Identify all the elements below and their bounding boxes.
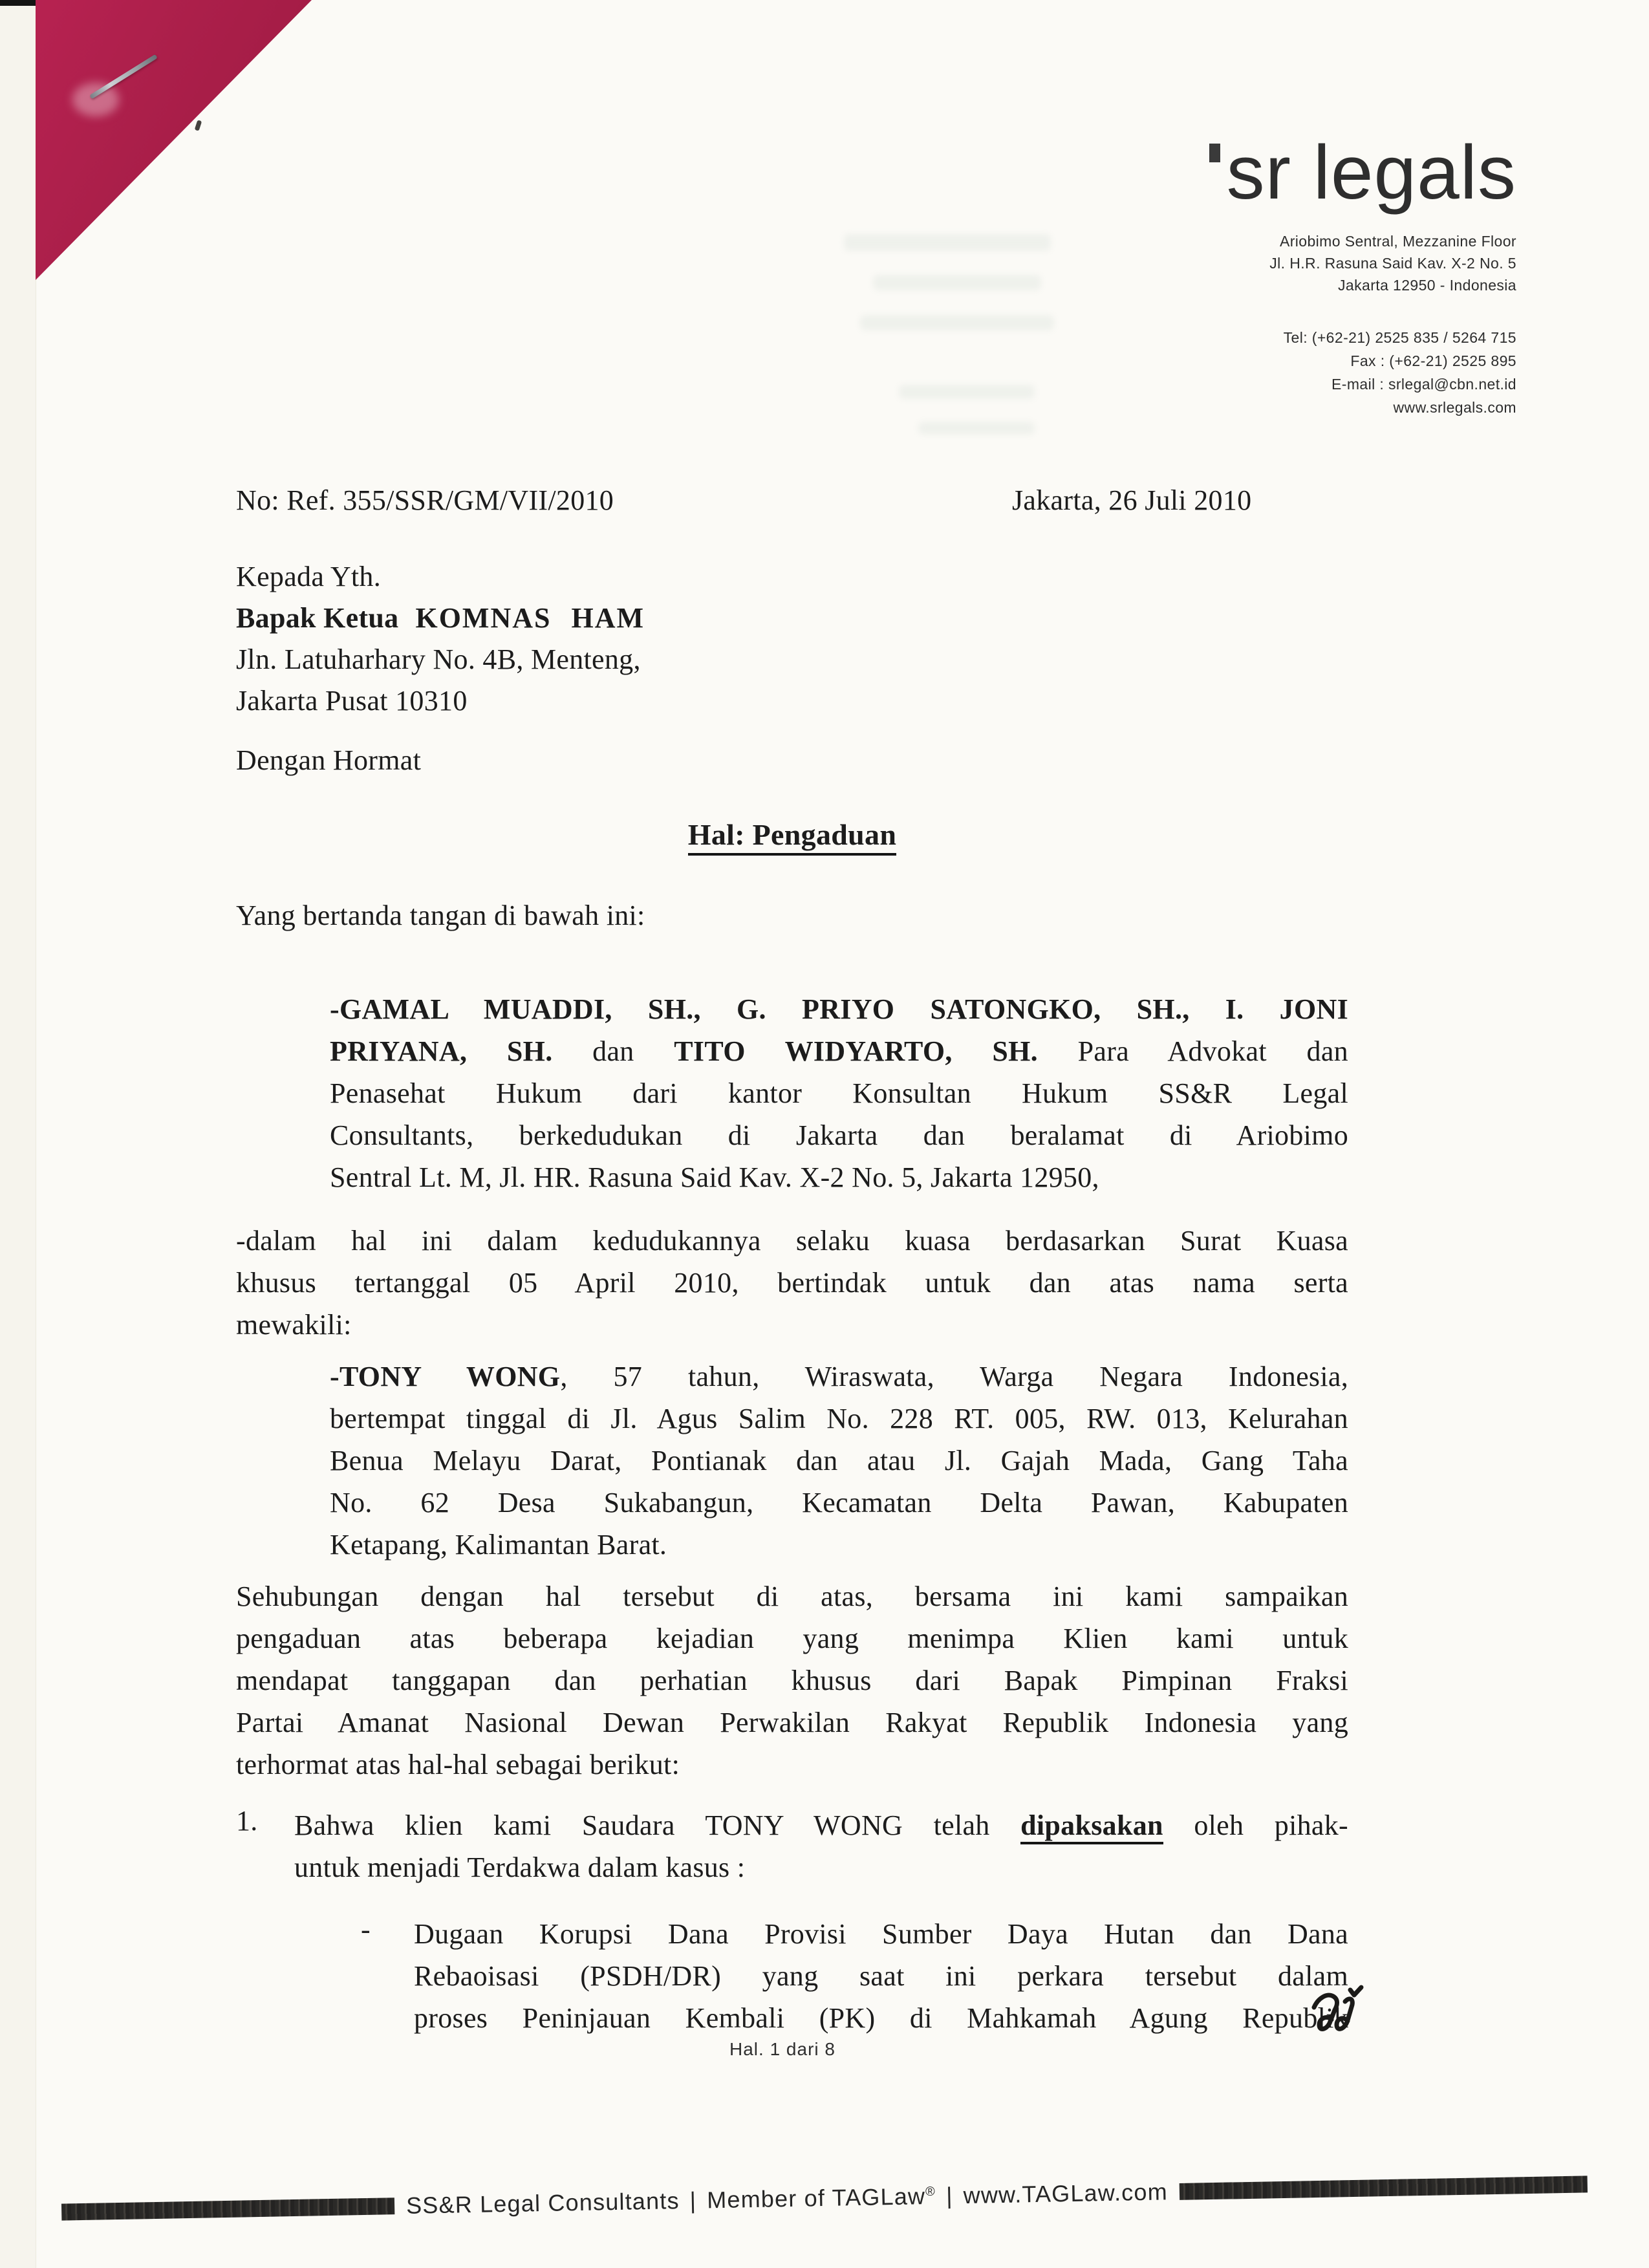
advocates-line — [330, 1030, 1348, 1072]
footer-bar-right — [1180, 2176, 1588, 2200]
logo-text: sr legals — [1226, 130, 1516, 215]
subject-row — [236, 817, 1348, 852]
footer-taglaw: Member of TAGLaw — [706, 2183, 926, 2214]
fax-line: Fax : (+62-21) 2525 895 — [1350, 352, 1516, 369]
salutation: Dengan Hormat — [236, 744, 422, 776]
recipient-org: KOMNAS HAM — [415, 602, 645, 634]
client-line: Benua Melayu Darat, Pontianak dan atau Jl. Gajah Mada, Gang Taha — [330, 1445, 1348, 1476]
advocates-line: Penasehat Hukum dari kantor Konsultan Hukum SS&R Legal — [330, 1077, 1348, 1109]
conjunction: dan — [592, 1035, 634, 1067]
client-line — [330, 1355, 1348, 1398]
recipient-street: Jln. Latuharhary No. 4B, Menteng, — [236, 643, 641, 675]
item1-text-start: Bahwa klien kami Saudara TONY WONG telah — [294, 1809, 990, 1841]
subject-title: Hal: Pengaduan — [688, 818, 896, 856]
reference-number: No: Ref. 355/SSR/GM/VII/2010 — [236, 484, 614, 516]
item1-line: untuk menjadi Terdakwa dalam kasus : — [294, 1852, 746, 1883]
footer-membership — [707, 2183, 936, 2214]
client-line: bertempat tinggal di Jl. Agus Salim No. 228 RT. 005, RW. 013, Kelurahan — [330, 1403, 1348, 1434]
item1-line — [294, 1804, 1348, 1846]
letterhead — [1025, 130, 1516, 419]
mandate-line: -dalam hal ini dalam kedudukannya selaku kuasa berdasarkan Surat Kuasa — [236, 1225, 1348, 1257]
client-details: , 57 tahun, Wiraswata, Warga Negara Indonesia, — [560, 1361, 1348, 1392]
item1-number: 1. — [236, 1805, 258, 1837]
staple-scuff-mark — [72, 83, 119, 116]
footer-strip — [61, 2170, 1588, 2225]
bullet-dash: - — [361, 1914, 371, 1945]
recipient-name — [236, 598, 1077, 639]
bleedthrough-line — [844, 234, 1051, 251]
letterhead-contact — [1025, 326, 1516, 419]
mandate-line: khusus tertanggal 05 April 2010, bertindak untuk dan atas nama serta — [236, 1267, 1348, 1299]
footer-text — [406, 2178, 1168, 2219]
registered-mark-icon: ® — [925, 2184, 936, 2199]
advocate-name: TITO WIDYARTO, SH. — [674, 1035, 1038, 1067]
mandate-paragraph — [236, 1220, 1348, 1346]
advocate-name: PRIYANA, SH. — [330, 1035, 553, 1067]
client-paragraph — [330, 1355, 1348, 1566]
bullet-text — [414, 1913, 1348, 2039]
logo — [1025, 130, 1516, 215]
advocates-text: Para Advokat dan — [1077, 1035, 1348, 1067]
advocates-line: -GAMAL MUADDI, SH., G. PRIYO SATONGKO, SH., I. JONI — [330, 993, 1348, 1025]
intro-line: Yang bertanda tangan di bawah ini: — [236, 900, 645, 931]
page-number-note: Hal. 1 dari 8 — [729, 2039, 835, 2059]
client-name: -TONY WONG — [330, 1361, 561, 1392]
body-paragraph — [236, 1575, 1348, 1786]
client-line: No. 62 Desa Sukabangun, Kecamatan Delta Pawan, Kabupaten — [330, 1487, 1348, 1518]
bleedthrough-line — [873, 275, 1041, 290]
recipient-line: Kepada Yth. — [236, 561, 382, 592]
advocates-line: Sentral Lt. M, Jl. HR. Rasuna Said Kav. X-2 No. 5, Jakarta 12950, — [330, 1161, 1099, 1193]
recipient-title: Bapak Ketua — [236, 602, 399, 634]
bleedthrough-line — [918, 422, 1035, 435]
item1-text — [294, 1804, 1348, 1888]
bleedthrough-line — [899, 385, 1035, 399]
bullet-line: proses Peninjauan Kembali (PK) di Mahkamah Agung Republik — [414, 2002, 1348, 2034]
advocates-line: Consultants, berkedudukan di Jakarta dan beralamat di Ariobimo — [330, 1119, 1348, 1151]
logo-square-icon — [1209, 144, 1220, 162]
body-line: Sehubungan dengan hal tersebut di atas, bersama ini kami sampaikan — [236, 1581, 1348, 1612]
ink-speck — [195, 120, 202, 131]
footer-bar-left — [61, 2198, 394, 2220]
mandate-line: mewakili: — [236, 1309, 352, 1341]
website-line: www.srlegals.com — [1393, 399, 1516, 416]
red-folder-corner — [36, 0, 312, 280]
bullet-line: Rebaoisasi (PSDH/DR) yang saat ini perkara tersebut dalam — [414, 1960, 1348, 1992]
body-line: pengaduan atas beberapa kejadian yang menimpa Klien kami untuk — [236, 1623, 1348, 1654]
city-date: Jakarta, 26 Juli 2010 — [1012, 484, 1252, 516]
address-line: Ariobimo Sentral, Mezzanine Floor — [1279, 233, 1516, 250]
body-line: terhormat atas hal-hal sebagai berikut: — [236, 1749, 680, 1780]
footer-firm-name: SS&R Legal Consultants — [405, 2187, 680, 2219]
client-line: Ketapang, Kalimantan Barat. — [330, 1529, 667, 1561]
letterhead-address — [1025, 230, 1516, 296]
phone-line: Tel: (+62-21) 2525 835 / 5264 715 — [1283, 329, 1516, 346]
advocates-paragraph — [330, 988, 1348, 1198]
recipient-city: Jakarta Pusat 10310 — [236, 685, 468, 717]
emphasized-word: dipaksakan — [1020, 1809, 1163, 1844]
address-line: Jl. H.R. Rasuna Said Kav. X-2 No. 5 — [1269, 255, 1516, 272]
recipient-block — [236, 556, 1077, 722]
email-line: E-mail : srlegal@cbn.net.id — [1331, 376, 1516, 393]
footer-website: www.TAGLaw.com — [963, 2178, 1169, 2209]
footer-separator: | — [689, 2187, 697, 2214]
handwritten-initials — [1310, 1984, 1370, 2042]
body-line: mendapat tanggapan dan perhatian khusus dari Bapak Pimpinan Fraksi — [236, 1665, 1348, 1696]
item1-text-end: oleh pihak- — [1194, 1809, 1348, 1841]
body-line: Partai Amanat Nasional Dewan Perwakilan Rakyat Republik Indonesia yang — [236, 1707, 1348, 1738]
scan-edge-left — [0, 0, 36, 2268]
bullet-line: Dugaan Korupsi Dana Provisi Sumber Daya Hutan dan Dana — [414, 1918, 1348, 1950]
address-line: Jakarta 12950 - Indonesia — [1338, 277, 1516, 294]
footer-separator: | — [945, 2182, 954, 2209]
